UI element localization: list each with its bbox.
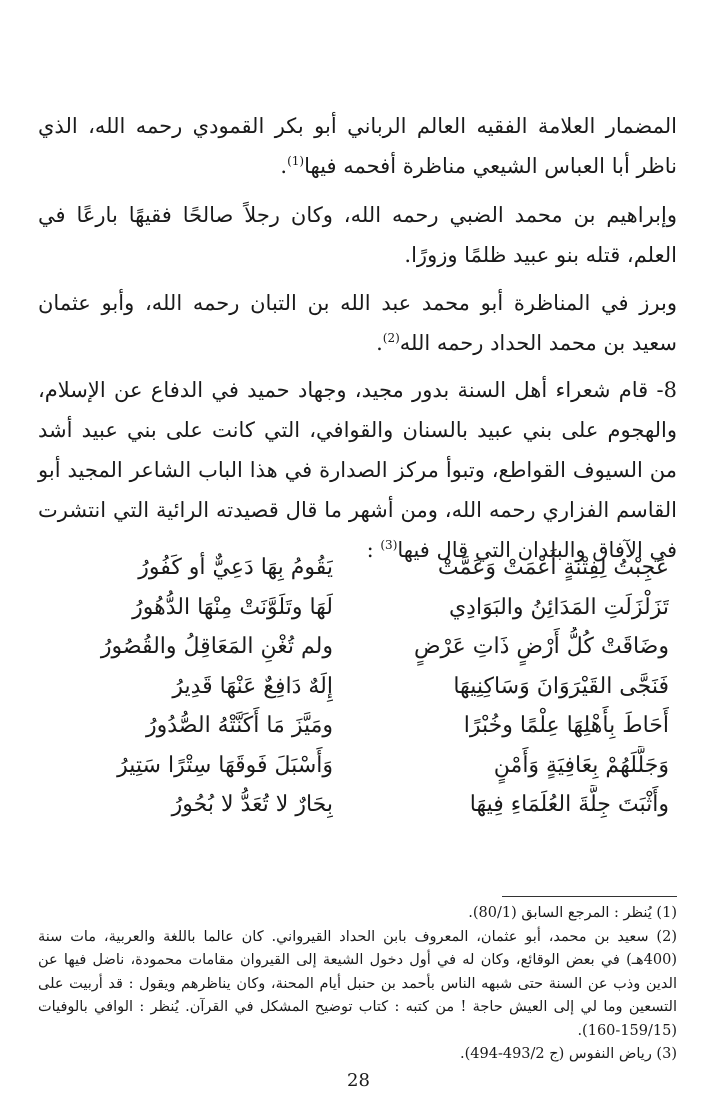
footnote-ref-3: (3) [380, 538, 398, 552]
poem [48, 548, 669, 825]
verse-first-hemistich: وَجَلَّلَهُمْ بِعَافِيَةٍ وَأَمْنٍ [493, 752, 669, 778]
verse-line [48, 588, 669, 628]
paragraph-qamudi: المضمار العلامة الفقيه العالم الرباني أبو بكر القمودي رحمه الله، الذي ناظر أبا العباس الشيعي مناظرة أفحمه فيها$^{(1)}$. [38, 114, 677, 178]
footnote-2: (2) سعيد بن محمد، أبو عثمان، المعروف بابن الحداد القيرواني. كان عالما باللغة والعربية، مات سنة (400هـ) في بعض الوقائع، وكان له في أول دخول الشيعة إلى القيروان مقامات محمودة، ناضل فيها عن الدين وذب عن السنة حتى شبهه الناس بأحمد بن حنبل أيام المحنة، وكان يناظرهم ويقول : قد أربيت على التسعين وما لي إلى العيش حاجة ! من كتبه : كتاب توضيح المشكل في القرآن. يُنظر : الوافي بالوفيات (159/15-160). [38, 928, 677, 1039]
footnote-1: (1) يُنظر : المرجع السابق (80/1). [468, 905, 677, 921]
verse-line [48, 706, 669, 746]
verse-second-hemistich: بِحَارٌ لا تُعَدُّ لا بُحُورُ [171, 792, 333, 817]
footnote-ref-1: (1) [287, 154, 305, 168]
verse-second-hemistich: ولم تُغْنِ المَعَاقِلُ والقُصُورُ [100, 634, 333, 659]
verse-line [48, 746, 669, 786]
verse-line [48, 627, 669, 667]
verse-first-hemistich: وضَاقَتْ كُلُّ أَرْضٍ ذَاتِ عَرْضٍ [413, 634, 669, 659]
paragraph-poets: 8- قام شعراء أهل السنة بدور مجيد، وجهاد حميد في الدفاع عن الإسلام، والهجوم على بني عبيد بالسنان والقوافي، التي كانت على بني عبيد أشد من السيوف القواطع، وتبوأ مركز الصدارة في هذا الباب الشاعر المجيد أبو القاسم الفزاري رحمه الله، ومن أشهر ما قال قصيدته الرائية التي انتشرت في الآفاق والبلدان التي قال فيها$^{(3)}$ : [38, 378, 677, 562]
verse-line [48, 667, 669, 707]
verse-first-hemistich: فَنَجَّى القَيْرَوَانَ وَسَاكِنِيهَا [453, 673, 669, 699]
verse-second-hemistich: ومَيَّزَ مَا أَكَنَّتْهُ الصُّدُورُ [146, 713, 333, 738]
verse-line [48, 785, 669, 825]
page-number: 28 [347, 1070, 370, 1091]
verse-second-hemistich: لَهَا وتَلَوَّنَتْ مِنْهَا الدُّهُورُ [132, 594, 333, 620]
footnotes [38, 902, 677, 1067]
verse-first-hemistich: وأَثْبَتَ جِلَّةَ العُلَمَاءِ فِيهَا [469, 792, 669, 817]
verse-first-hemistich: أَحَاطَ بِأَهْلِهَا عِلْمًا وخُبْرًا [463, 713, 669, 738]
verse-first-hemistich: تَزَلْزَلَتِ المَدَائِنُ والبَوَادِي [448, 594, 669, 620]
paragraph-dabbi: وإبراهيم بن محمد الضبي رحمه الله، وكان رجلاً صالحًا فقيهًا بارعًا في العلم، قتله بنو عبيد ظلمًا وزورًا. [38, 203, 677, 267]
verse-second-hemistich: إِلَهٌ دَافِعٌ عَنْهَا قَدِيرُ [172, 673, 333, 699]
footnote-separator [502, 896, 677, 897]
verse-line [48, 548, 669, 588]
verse-second-hemistich: يَقُومُ بِهَا دَعِيٌّ أو كَفُورُ [138, 555, 333, 580]
verse-second-hemistich: وَأَسْبَلَ فَوقَهَا سِتْرًا سَتِيرُ [117, 752, 333, 778]
paragraph-debate: وبرز في المناظرة أبو محمد عبد الله بن التبان رحمه الله، وأبو عثمان سعيد بن محمد الحداد رحمه الله$^{(2)}$. [38, 291, 677, 355]
footnote-3: (3) رياض النفوس (ج 493/2-494). [459, 1046, 677, 1062]
footnote-ref-2: (2) [382, 331, 400, 345]
verse-first-hemistich: عَجِبْتُ لِفِتْنَةٍ أَعْمَتْ وَعَمَّتْ [437, 555, 669, 580]
